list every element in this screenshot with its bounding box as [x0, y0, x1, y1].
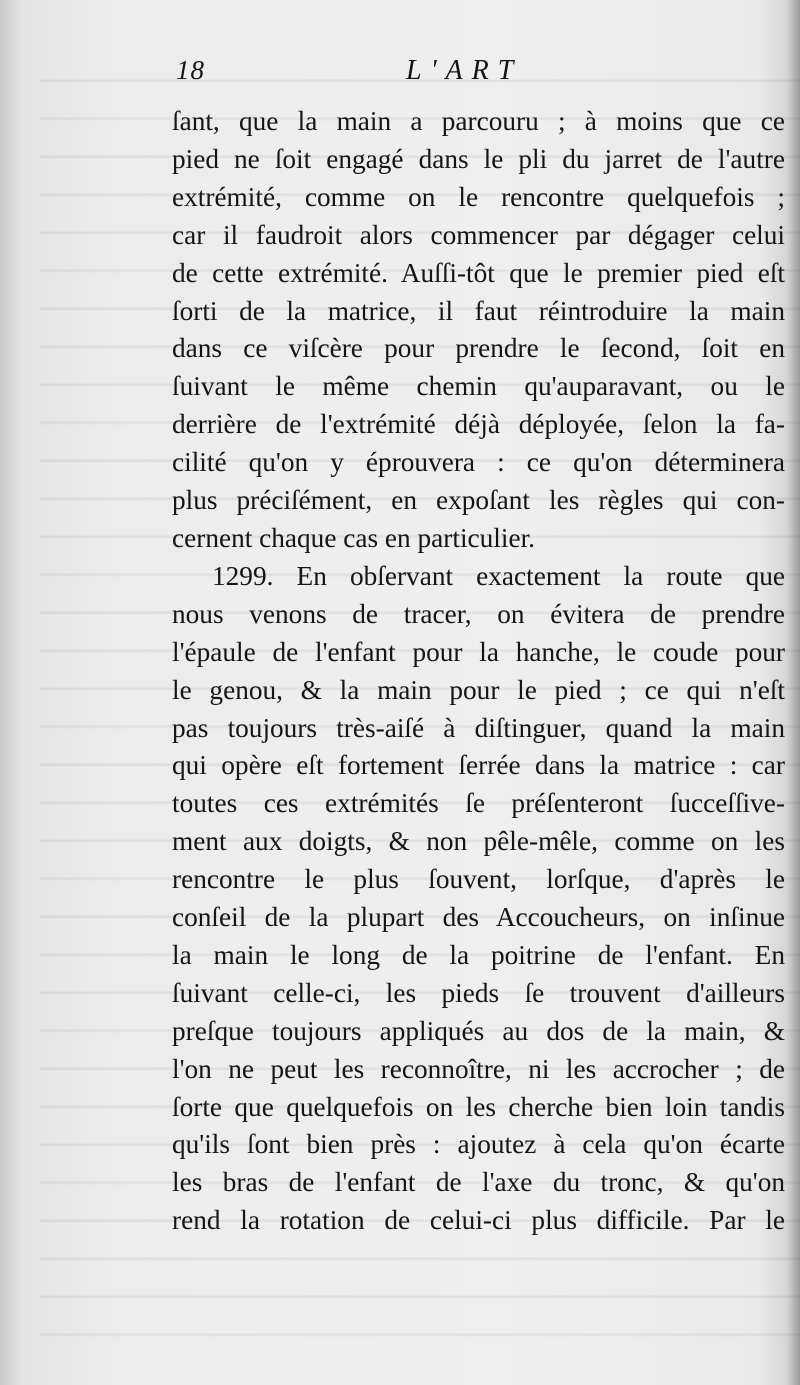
running-head: L'ART	[406, 55, 523, 86]
text-line: ſorte que quelquefois on les cherche bien loin tandis	[172, 1091, 785, 1122]
text-line: ſorti de la matrice, il faut réintroduire la main	[172, 295, 785, 326]
body-text	[172, 103, 785, 1240]
text-line: pied ne ſoit engagé dans le pli du jarret de l'autre	[172, 143, 785, 174]
page-header	[176, 55, 776, 95]
text-line: le genou, & la main pour le pied ; ce qui n'eſt	[172, 674, 785, 705]
text-line: les bras de l'enfant de l'axe du tronc, & qu'on	[172, 1167, 785, 1198]
text-line: ſant, que la main a parcouru ; à moins que ce	[172, 106, 785, 136]
page-number: 18	[176, 55, 205, 85]
text-line: conſeil de la plupart des Accoucheurs, on inſinue	[172, 902, 785, 933]
text-line: ſuivant celle-ci, les pieds ſe trouvent d'ailleurs	[172, 977, 785, 1008]
text-line: extrémité, comme on le rencontre quelquefois ;	[172, 181, 785, 212]
text-line: nous venons de tracer, on évitera de prendre	[172, 598, 785, 629]
text-line: plus préciſément, en expoſant les règles qui con-	[172, 485, 785, 516]
text-line: de cette extrémité. Auſſi-tôt que le premier pied eſt	[172, 257, 785, 288]
text-line: rencontre le plus ſouvent, lorſque, d'après le	[172, 864, 785, 895]
text-line: preſque toujours appliqués au dos de la main, &	[172, 1015, 785, 1046]
text-line: derrière de l'extrémité déjà déployée, ſelon la fa-	[172, 409, 785, 440]
text-line: dans ce viſcère pour prendre le ſecond, ſoit en	[172, 333, 785, 364]
text-line: rend la rotation de celui-ci plus difficile. Par le	[172, 1205, 785, 1236]
text-line: l'on ne peut les reconnoître, ni les accrocher ; de	[172, 1053, 785, 1084]
text-line: cilité qu'on y éprouvera : ce qu'on déterminera	[172, 447, 785, 478]
text-line: l'épaule de l'enfant pour la hanche, le coude pour	[172, 636, 785, 667]
page-edge-shadow	[786, 0, 800, 1385]
text-line: cernent chaque cas en particulier.	[172, 522, 536, 553]
text-line: qu'ils ſont bien près : ajoutez à cela qu'on écarte	[172, 1129, 785, 1160]
text-line: toutes ces extrémités ſe préſenteront ſucceſſive-	[172, 788, 785, 819]
text-line: la main le long de la poitrine de l'enfant. En	[172, 939, 785, 970]
text-line: qui opère eſt fortement ſerrée dans la matrice : car	[172, 750, 785, 781]
text-line: car il faudroit alors commencer par dégager celui	[172, 219, 785, 250]
text-line: ſuivant le même chemin qu'auparavant, ou le	[172, 371, 785, 402]
paragraph-start-line: 1299. En obſervant exactement la route que	[212, 560, 785, 591]
text-line: ment aux doigts, & non pêle-mêle, comme on les	[172, 826, 785, 857]
text-line: pas toujours très-aiſé à diſtinguer, quand la main	[172, 712, 785, 743]
